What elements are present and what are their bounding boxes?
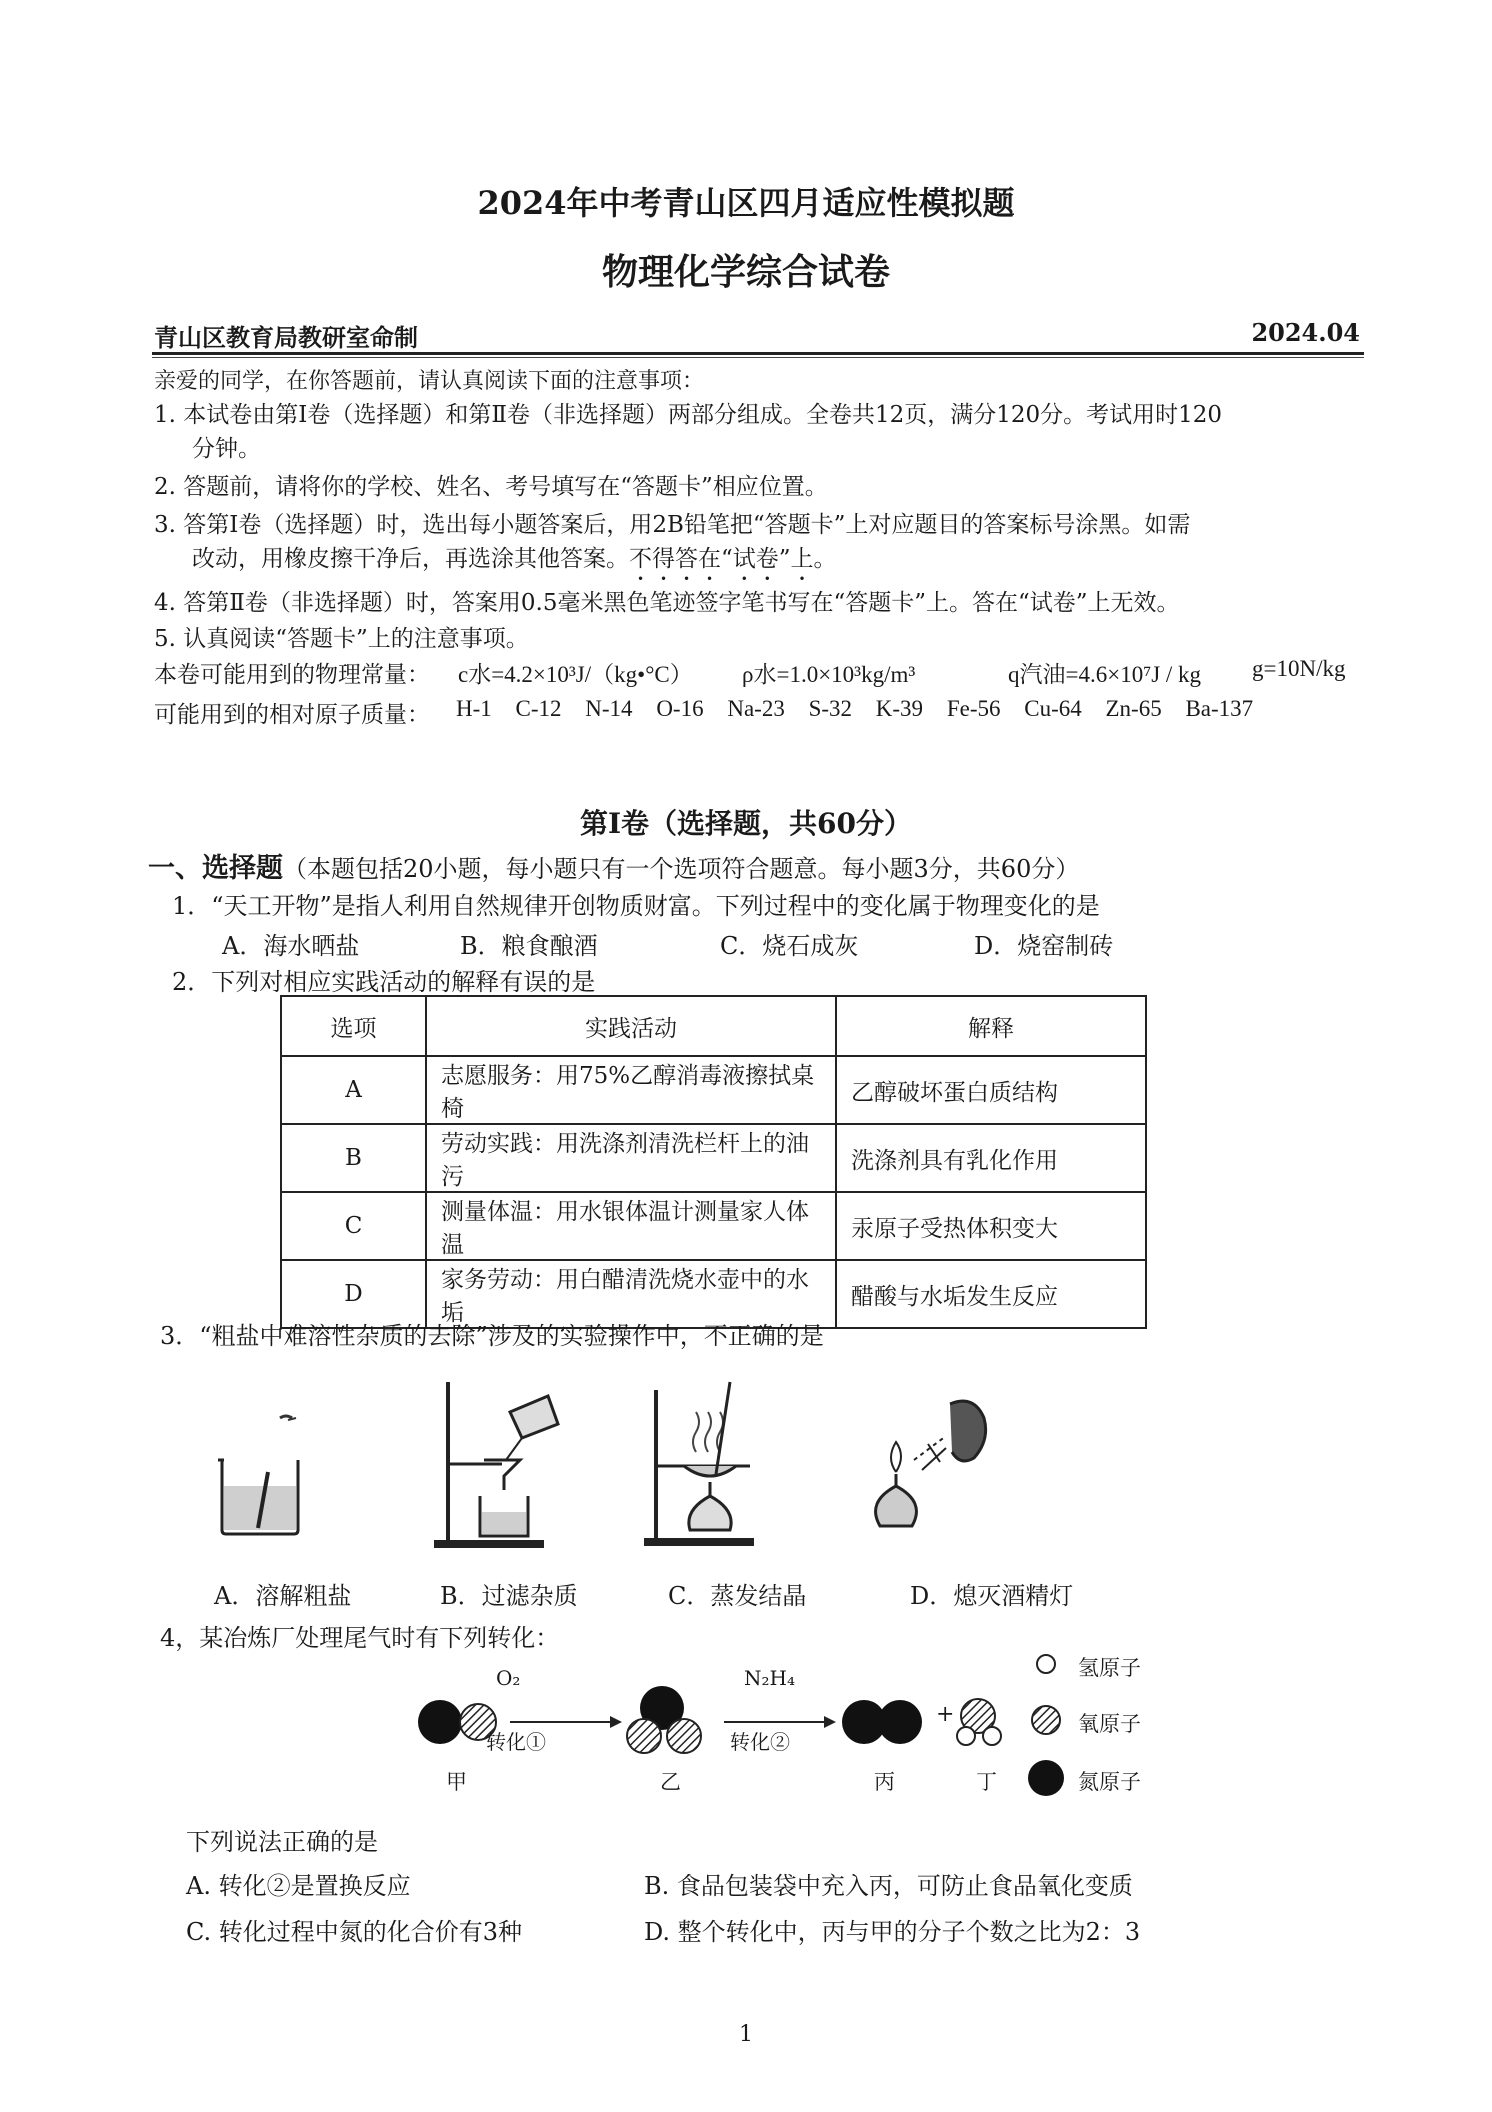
- exam-subtitle: 物理化学综合试卷: [601, 251, 890, 293]
- atomic-mass: Ba-137: [1185, 696, 1254, 721]
- table-cell-activity: 家务劳动：用白醋清洗烧水壶中的水垢: [426, 1260, 836, 1328]
- notice-item-3-emphasis: 不得答在“试卷”上: [629, 546, 814, 572]
- plus-sign: +: [936, 1702, 955, 1727]
- table-cell-option: C: [281, 1192, 426, 1260]
- constant-g: g=10N/kg: [1252, 656, 1346, 681]
- atomic-mass-list: [456, 696, 1253, 722]
- molecule-label-ding: 丁: [976, 1770, 997, 1794]
- question-4-option-c: C. 转化过程中氮的化合价有3种: [186, 1918, 523, 1946]
- table-cell-explanation: 乙醇破坏蛋白质结构: [836, 1056, 1146, 1124]
- question-3-option-d: D．熄灭酒精灯: [910, 1582, 1074, 1610]
- molecule-label-yi: 乙: [660, 1770, 681, 1794]
- molecule-label-jia: 甲: [446, 1770, 467, 1794]
- question-4-option-a: A. 转化②是置换反应: [186, 1872, 411, 1900]
- notice-item-1: 1. 本试卷由第Ⅰ卷（选择题）和第Ⅱ卷（非选择题）两部分组成。全卷共12页，满分120分。考试用时120: [154, 402, 1223, 428]
- part-label: 一、选择题: [148, 853, 283, 884]
- atomic-mass: K-39: [875, 696, 924, 721]
- table-cell-activity: 测量体温：用水银体温计测量家人体温: [426, 1192, 836, 1260]
- table-cell-option: D: [281, 1260, 426, 1328]
- notice-intro: 亲爱的同学，在你答题前，请认真阅读下面的注意事项：: [154, 369, 705, 394]
- atomic-mass: S-32: [808, 696, 853, 721]
- constant-rho-water: ρ水=1.0×10³kg/m³: [742, 662, 916, 687]
- step-1-label: 转化①: [486, 1730, 546, 1754]
- constant-q-gasoline: q汽油=4.6×10⁷J / kg: [1008, 662, 1202, 687]
- atomic-mass: Fe-56: [946, 696, 1001, 721]
- atomic-mass: N-14: [585, 696, 633, 721]
- question-1-option-d: D．烧窑制砖: [974, 932, 1114, 960]
- notice-item-3: 3. 答第Ⅰ卷（选择题）时，选出每小题答案后，用2B铅笔把“答题卡”上对应题目的答案标号涂黑。如需: [154, 512, 1191, 538]
- reagent-n2h4: N₂H₄: [744, 1666, 795, 1690]
- question-2-table: [280, 995, 1147, 1329]
- page-number: 1: [739, 2022, 753, 2047]
- notice-item-5: 5. 认真阅读“答题卡”上的注意事项。: [154, 626, 529, 652]
- question-1-option-b: B．粮食酿酒: [460, 932, 598, 960]
- table-cell-option: A: [281, 1056, 426, 1124]
- header-rule: [152, 352, 1364, 355]
- section-title: 第Ⅰ卷（选择题，共60分）: [579, 807, 913, 840]
- header-rule-thin: [152, 357, 1364, 358]
- issuing-org: 青山区教育局教研室命制: [154, 323, 418, 352]
- part-heading: [148, 846, 1079, 885]
- molecule-label-bing: 丙: [874, 1770, 895, 1794]
- question-4-prompt: 下列说法正确的是: [186, 1828, 378, 1856]
- question-1-stem: 1．“天工开物”是指人利用自然规律开创物质财富。下列过程中的变化属于物理变化的是: [172, 892, 1100, 920]
- table-cell-option: B: [281, 1124, 426, 1192]
- exam-title: 2024年中考青山区四月适应性模拟题: [477, 184, 1015, 222]
- part-description: （本题包括20小题，每小题只有一个选项符合题意。每小题3分，共60分）: [283, 855, 1080, 883]
- table-row: [281, 1192, 1146, 1260]
- evaporation-illustration: [640, 1370, 780, 1550]
- table-header-cell: 实践活动: [426, 996, 836, 1056]
- question-3-option-a: A．溶解粗盐: [214, 1582, 352, 1610]
- filtration-illustration: [430, 1372, 570, 1552]
- atomic-mass: H-1: [456, 696, 492, 721]
- notice-item-2: 2. 答题前，请将你的学校、姓名、考号填写在“答题卡”相应位置。: [154, 474, 828, 500]
- question-4-stem: 4，某冶炼厂处理尾气时有下列转化：: [160, 1624, 560, 1652]
- notice-item-3-text: 改动，用橡皮擦干净后，再选涂其他答案。: [192, 546, 629, 572]
- blowing-out-lamp-illustration: [850, 1386, 990, 1546]
- atomic-mass-label: 可能用到的相对原子质量：: [154, 702, 430, 727]
- table-row: [281, 1056, 1146, 1124]
- legend-hydrogen: 氢原子: [1078, 1656, 1141, 1680]
- notice-item-3-end: 。: [813, 546, 837, 572]
- question-3-option-b: B．过滤杂质: [440, 1582, 578, 1610]
- table-header-cell: 选项: [281, 996, 426, 1056]
- legend-oxygen: 氧原子: [1078, 1712, 1141, 1736]
- table-header-cell: 解释: [836, 996, 1146, 1056]
- table-cell-activity: 劳动实践：用洗涤剂清洗栏杆上的油污: [426, 1124, 836, 1192]
- question-4-option-b: B. 食品包装袋中充入丙，可防止食品氧化变质: [644, 1872, 1133, 1900]
- table-cell-explanation: 汞原子受热体积变大: [836, 1192, 1146, 1260]
- constants-label: 本卷可能用到的物理常量：: [154, 662, 430, 687]
- table-cell-explanation: 洗涤剂具有乳化作用: [836, 1124, 1146, 1192]
- beaker-dissolve-illustration: [210, 1410, 320, 1540]
- question-3-option-c: C．蒸发结晶: [668, 1582, 807, 1610]
- question-3-stem: 3．“粗盐中难溶性杂质的去除”涉及的实验操作中，不正确的是: [160, 1322, 824, 1350]
- notice-item-4: 4. 答第Ⅱ卷（非选择题）时，答案用0.5毫米黑色笔迹签字笔书写在“答题卡”上。答在“试卷”上无效。: [154, 590, 1180, 616]
- question-2-stem: 2．下列对相应实践活动的解释有误的是: [172, 968, 596, 996]
- question-4-option-d: D. 整个转化中，丙与甲的分子个数之比为2：3: [644, 1918, 1141, 1946]
- notice-item-1-cont: 分钟。: [192, 436, 261, 462]
- reagent-o2: O₂: [496, 1666, 521, 1690]
- table-cell-explanation: 醋酸与水垢发生反应: [836, 1260, 1146, 1328]
- table-row: [281, 1124, 1146, 1192]
- table-cell-activity: 志愿服务：用75%乙醇消毒液擦拭桌椅: [426, 1056, 836, 1124]
- legend-nitrogen: 氮原子: [1078, 1770, 1141, 1794]
- table-header-row: [281, 996, 1146, 1056]
- step-2-label: 转化②: [730, 1730, 790, 1754]
- atomic-mass: C-12: [515, 696, 562, 721]
- notice-item-3-cont: [192, 540, 837, 586]
- atomic-mass: Na-23: [727, 696, 785, 721]
- atomic-mass: Zn-65: [1105, 696, 1162, 721]
- atomic-mass: O-16: [656, 696, 704, 721]
- question-1-option-c: C．烧石成灰: [720, 932, 859, 960]
- exam-date: 2024.04: [1251, 318, 1360, 347]
- question-1-option-a: A．海水晒盐: [222, 932, 360, 960]
- constant-c-water: c水=4.2×10³J/（kg•°C）: [458, 662, 693, 687]
- atomic-mass: Cu-64: [1024, 696, 1082, 721]
